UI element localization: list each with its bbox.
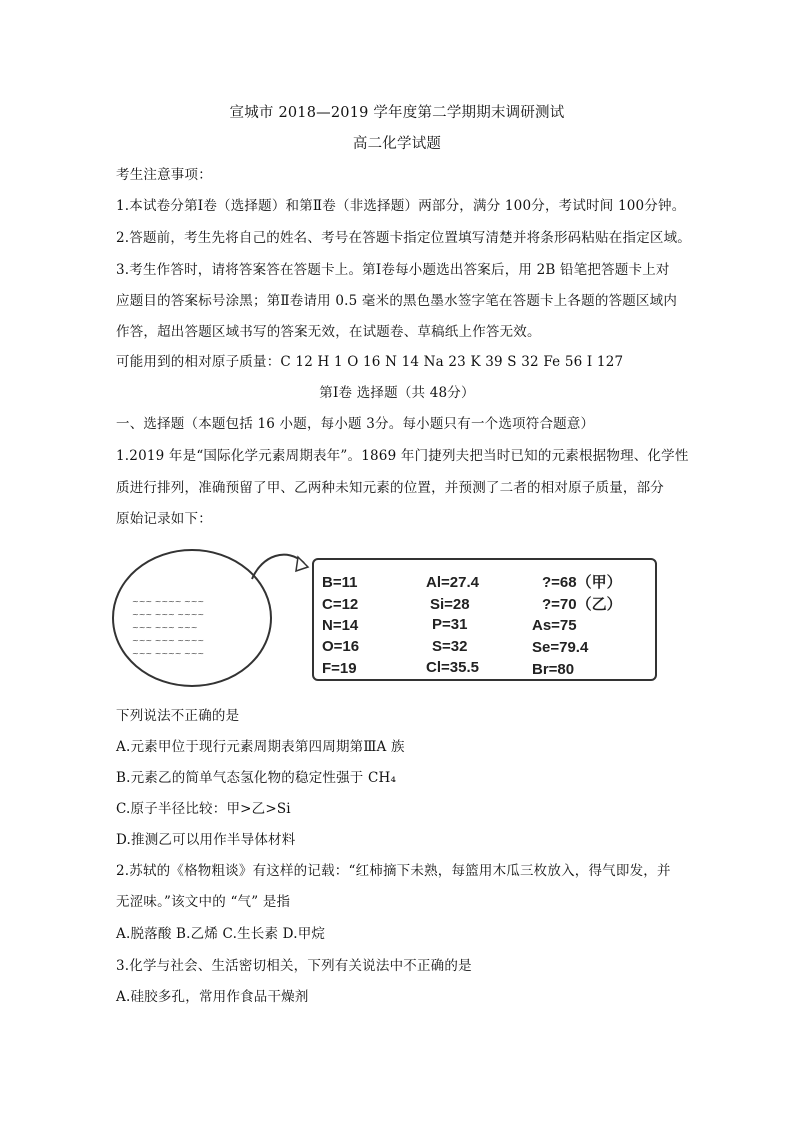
q1-question: 下列说法不正确的是 <box>116 708 240 724</box>
section-heading: 第Ⅰ卷 选择题（共 48分） <box>319 385 475 401</box>
handwriting-mark: ~~~ ~~~~ ~~~ <box>132 649 205 658</box>
q1-stem-line-3: 原始记录如下： <box>116 511 212 527</box>
exam-subtitle: 高二化学试题 <box>352 136 442 152</box>
notice-line-3: 3.考生作答时，请将答案答在答题卡上。第Ⅰ卷每小题选出答案后，用 2B 铅笔把答题卡上对 <box>116 262 670 278</box>
handwriting-mark: ~~~ ~~~ ~~~ <box>132 623 198 632</box>
table-cell: P=31 <box>432 616 468 633</box>
q2-stem-line-1: 2.苏轼的《格物粗谈》有这样的记载：“红柿摘下未熟，每篮用木瓜三枚放入，得气即发，并 <box>116 863 671 879</box>
table-cell: Si=28 <box>430 596 470 613</box>
section-instructions: 一、选择题（本题包括 16 小题，每小题 3分。每小题只有一个选项符合题意） <box>116 416 595 432</box>
q3-option-a: A.硅胶多孔，常用作食品干燥剂 <box>116 989 309 1005</box>
element-table <box>312 558 657 681</box>
table-cell: Cl=35.5 <box>426 659 479 676</box>
handwriting-mark: ~~~ ~~~ ~~~~ <box>132 636 205 645</box>
q1-stem-line-1: 1.2019 年是“国际化学元素周期表年”。1869 年门捷列夫把当时已知的元素根据物理、化学性 <box>116 448 689 464</box>
notice-line-5: 作答，超出答题区域书写的答案无效，在试题卷、草稿纸上作答无效。 <box>116 324 541 340</box>
table-cell: Se=79.4 <box>532 639 589 656</box>
table-cell: C=12 <box>322 596 359 613</box>
notice-line-1: 1.本试卷分第Ⅰ卷（选择题）和第Ⅱ卷（非选择题）两部分，满分 100分，考试时间 100分钟。 <box>116 198 686 214</box>
notice-line-4: 应题目的答案标号涂黑；第Ⅱ卷请用 0.5 毫米的黑色墨水签字笔在答题卡上各题的答题区域内 <box>116 293 678 309</box>
q1-option-a: A.元素甲位于现行元素周期表第四周期第ⅢA 族 <box>116 739 405 755</box>
q1-stem-line-2: 质进行排列，准确预留了甲、乙两种未知元素的位置，并预测了二者的相对原子质量，部分 <box>116 480 664 496</box>
table-cell: O=16 <box>322 638 360 655</box>
q1-option-c: C.原子半径比较：甲>乙>Si <box>116 801 291 817</box>
handwriting-mark: ~~~ ~~~~ ~~~ <box>132 597 205 606</box>
table-cell: As=75 <box>532 617 577 634</box>
table-cell: B=11 <box>322 574 358 591</box>
mendeleev-record-figure <box>112 545 672 695</box>
q2-stem-line-2: 无涩味。”该文中的 “气” 是指 <box>116 894 291 910</box>
table-cell: Br=80 <box>532 661 575 678</box>
table-cell: ?=70（乙） <box>542 596 622 613</box>
q3-stem: 3.化学与社会、生活密切相关，下列有关说法中不正确的是 <box>116 958 472 974</box>
q1-option-b: B.元素乙的简单气态氢化物的稳定性强于 CH₄ <box>116 770 397 786</box>
notice-heading: 考生注意事项： <box>116 167 212 183</box>
table-cell: F=19 <box>322 660 357 677</box>
table-cell: N=14 <box>322 617 359 634</box>
q1-option-d: D.推测乙可以用作半导体材料 <box>116 832 296 848</box>
notice-line-2: 2.答题前，考生先将自己的姓名、考号在答题卡指定位置填写清楚并将条形码粘贴在指定区域。 <box>116 230 691 246</box>
q2-options: A.脱落酸 B.乙烯 C.生长素 D.甲烷 <box>116 926 326 942</box>
table-cell: Al=27.4 <box>426 574 479 591</box>
handwriting-mark: ~~~ ~~~ ~~~~ <box>132 610 205 619</box>
table-cell: ?=68（甲） <box>542 574 622 591</box>
arrow-head-icon <box>296 557 308 571</box>
atomic-masses: 可能用到的相对原子质量：C 12 H 1 O 16 N 14 Na 23 K 39 S 32 Fe 56 I 127 <box>116 354 624 370</box>
table-cell: S=32 <box>432 638 468 655</box>
exam-title: 宣城市 2018—2019 学年度第二学期期末调研测试 <box>229 105 565 121</box>
